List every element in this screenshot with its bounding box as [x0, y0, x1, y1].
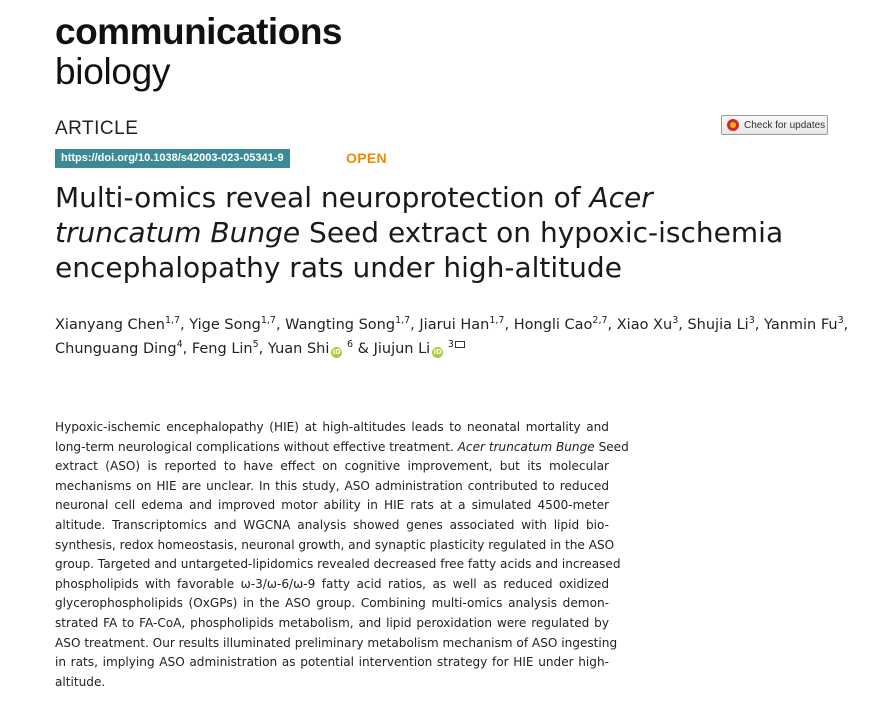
author-list: Xianyang Chen$^{1,7}$, Yige Song$^{1,7}$, Wangting Song$^{1,7}$, Jiarui Han$^{1,7}$, Hongli Cao$^{2,7}$, Xiao Xu$^3$, Shujia Li$^3$, Yanmin Fu$^3$, Chunguang Ding$^4$, Feng Lin$^5$, Yuan Shi iD $^6$ & Jiujun Li iD $^3$ [55, 315, 849, 357]
author[interactable]: Shujia Li$^3$ [687, 315, 755, 333]
author[interactable]: Chunguang Ding$^4$ [55, 339, 183, 357]
email-icon[interactable] [455, 341, 465, 348]
author[interactable]: Wangting Song$^{1,7}$ [285, 315, 411, 333]
abstract-line: strated FA to FA-CoA, phospholipids metabolism, and lipid peroxidation were regulated by [55, 615, 609, 630]
abstract-line: long-term neurological complications without effective treatment. Acer truncatum Bunge Seed [55, 439, 629, 454]
abstract-line: phospholipids with favorable ω-3/ω-6/ω-9 fatty acid ratios, as well as reduced oxidized [55, 576, 609, 591]
author[interactable]: Xiao Xu$^3$ [616, 315, 679, 333]
title-line-1: Multi-omics reveal neuroprotection of Acer [55, 181, 653, 214]
abstract-line: group. Targeted and untargeted-lipidomics revealed decreased free fatty acids and increased [55, 557, 621, 572]
check-for-updates-button[interactable] [721, 115, 828, 135]
abstract-line: glycerophospholipids (OxGPs) in the ASO group. Combining multi-omics analysis demon- [55, 596, 609, 611]
title-line-3: encephalopathy rats under high-altitude [55, 251, 622, 284]
author[interactable]: Jiujun Li iD $^3$ [374, 341, 465, 357]
abstract-line: Hypoxic-ischemic encephalopathy (HIE) at high-altitudes leads to neonatal mortality and [55, 420, 609, 434]
author[interactable]: Yige Song$^{1,7}$ [189, 315, 276, 333]
author[interactable]: Feng Lin$^5$ [191, 339, 259, 357]
author[interactable]: Yuan Shi iD $^6$ [267, 339, 354, 357]
abstract-line: synthesis, redox homeostasis, neuronal growth, and synaptic plasticity regulated in the ASO [55, 537, 615, 552]
article-type: ARTICLE [55, 118, 139, 139]
author[interactable]: Yanmin Fu$^3$ [763, 315, 844, 333]
abstract-line: extract (ASO) is reported to have effect on cognitive improvement, but its molecular [55, 459, 609, 474]
journal-name-line1: communications [55, 11, 342, 52]
author[interactable]: Hongli Cao$^{2,7}$ [513, 315, 608, 333]
title-line-2: truncatum Bunge Seed extract on hypoxic-ischemia [55, 216, 784, 249]
crossmark-icon [727, 119, 739, 131]
article-title [55, 180, 855, 285]
orcid-icon[interactable]: iD [332, 348, 341, 356]
open-access-badge: OPEN [346, 150, 387, 166]
journal-logo [55, 12, 342, 92]
abstract-line: ASO treatment. Our results illuminated preliminary metabolism mechanism of ASO ingesting [55, 635, 618, 650]
abstract-line: altitude. Transcriptomics and WGCNA analysis showed genes associated with lipid bio- [55, 517, 609, 532]
doi-link[interactable]: https://doi.org/10.1038/s42003-023-05341-9 [55, 149, 290, 168]
abstract-line: mechanisms on HIE are unclear. In this study, ASO administration contributed to reduced [55, 478, 609, 493]
author[interactable]: Xianyang Chen$^{1,7}$ [55, 315, 181, 333]
abstract [55, 418, 629, 692]
check-for-updates-label: Check for updates [744, 119, 826, 131]
abstract-line: altitude. [55, 674, 106, 689]
author[interactable]: Jiarui Han$^{1,7}$ [419, 315, 505, 333]
orcid-icon[interactable]: iD [433, 348, 442, 356]
abstract-line: in rats, implying ASO administration as potential intervention strategy for HIE under high- [55, 655, 609, 670]
abstract-line: neuronal cell edema and improved motor ability in HIE rats at a simulated 4500-meter [55, 498, 609, 513]
abstract-italic-species: Acer truncatum Bunge [457, 439, 595, 454]
journal-name-line2: biology [55, 51, 171, 92]
